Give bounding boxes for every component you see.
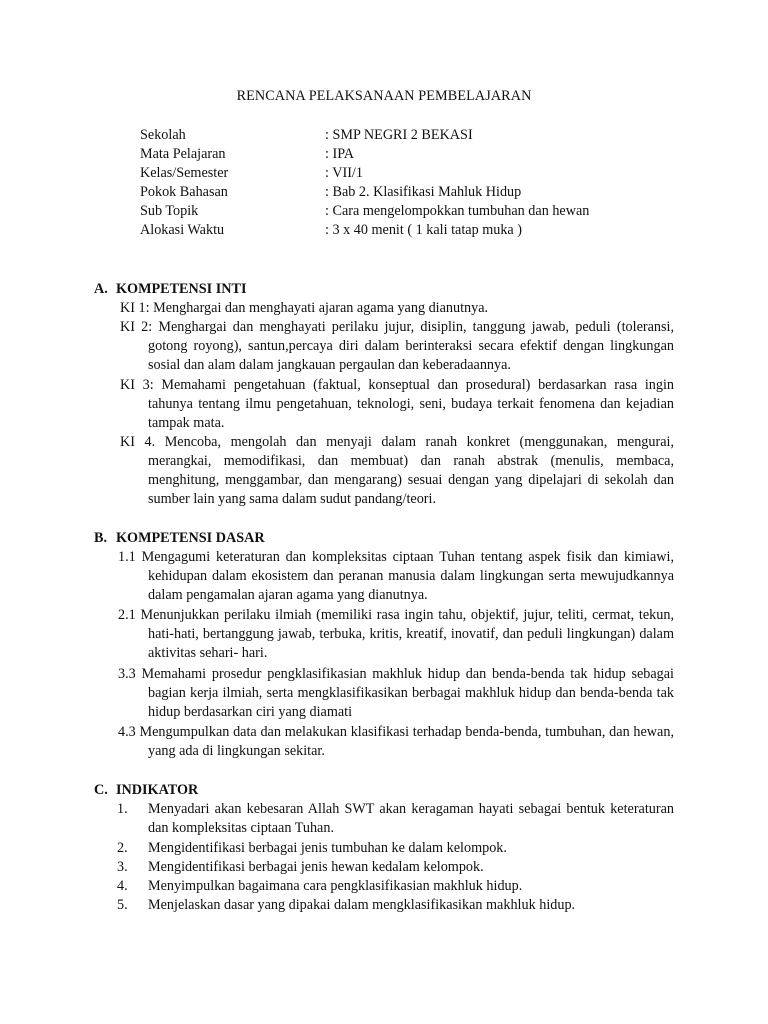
identity-row-alokasi-waktu [140,221,700,240]
kd-item-3-3: 3.3 Memahami prosedur pengklasifikasian makhluk hidup dan benda-benda tak hidup sebagai bagian kerja ilmiah, serta mengklasifikasikan berbagai makhluk hidup dan benda-benda tak hidup berdasarkan ciri yang diamati [118,666,674,720]
indicator-number: 5. [117,897,128,913]
identity-value: : VII/1 [325,165,363,181]
indicator-text: Mengidentifikasi berbagai jenis hewan kedalam kelompok. [148,859,484,875]
section-title: KOMPETENSI DASAR [116,530,265,546]
section-letter: C. [94,782,108,798]
identity-row-pokok-bahasan [140,183,700,202]
identity-row-sekolah [140,126,700,145]
identity-value: : Bab 2. Klasifikasi Mahluk Hidup [325,184,522,200]
ki-item-1: KI 1: Menghargai dan menghayati ajaran agama yang dianutnya. [120,300,489,316]
ki-item-4: KI 4. Mencoba, mengolah dan menyaji dalam ranah konkret (menggunakan, mengurai, merangkai, memodifikasi, dan membuat) dan ranah abstrak (menulis, membaca, menghitung, menggambar, dan mengarang) sesuai dengan yang dipelajari di sekolah dan sumber lain yang sama dalam sudut pandang/teori. [120,434,674,507]
indicator-item-3 [117,858,674,877]
indicator-item-1 [117,800,674,838]
identity-label: Sekolah [140,127,186,143]
ki-item-3: KI 3: Memahami pengetahuan (faktual, konseptual dan prosedural) berdasarkan rasa ingin tahunya tentang ilmu pengetahuan, teknologi, seni, budaya terkait fenomena dan kejadian tampak mata. [120,377,674,431]
indicator-text: Menyadari akan kebesaran Allah SWT akan keragaman hayati sebagai bentuk keteraturan dan kompleksitas ciptaan Tuhan. [148,801,674,836]
document-title: RENCANA PELAKSANAAN PEMBELAJARAN [236,88,532,104]
section-title: INDIKATOR [116,782,199,798]
identity-value: : IPA [325,146,355,162]
section-letter: A. [94,281,108,297]
indicator-text: Mengidentifikasi berbagai jenis tumbuhan ke dalam kelompok. [148,840,507,856]
indicator-item-4 [117,877,674,896]
indicator-number: 1. [117,801,128,817]
indicator-item-5 [117,896,674,915]
identity-value: : SMP NEGRI 2 BEKASI [325,127,473,143]
identity-row-kelas-semester [140,164,700,183]
identity-label: Mata Pelajaran [140,146,226,162]
ki-item-2: KI 2: Menghargai dan menghayati perilaku jujur, disiplin, tanggung jawab, peduli (toleransi, gotong royong), santun,percaya diri dalam berinteraksi secara efektif dengan lingkungan sosial dan alam dalam jangkauan pergaulan dan keberadaannya. [120,319,674,373]
identity-value: : Cara mengelompokkan tumbuhan dan hewan [325,203,590,219]
indicator-text: Menjelaskan dasar yang dipakai dalam mengklasifikasikan makhluk hidup. [148,897,576,913]
identity-label: Alokasi Waktu [140,222,225,238]
indicator-text: Menyimpulkan bagaimana cara pengklasifikasian makhluk hidup. [148,878,523,894]
identity-row-mata-pelajaran [140,145,700,164]
identity-value: : 3 x 40 menit ( 1 kali tatap muka ) [325,222,523,238]
indicator-number: 4. [117,878,128,894]
identity-label: Kelas/Semester [140,165,229,181]
identity-row-sub-topik [140,202,700,221]
indicator-item-2 [117,839,674,858]
identity-label: Pokok Bahasan [140,184,228,200]
section-title: KOMPETENSI INTI [116,281,247,297]
section-letter: B. [94,530,108,546]
kd-item-4-3: 4.3 Mengumpulkan data dan melakukan klasifikasi terhadap benda-benda, tumbuhan, dan hewan, yang ada di lingkungan sekitar. [118,724,674,759]
indicator-number: 2. [117,840,128,856]
identity-label: Sub Topik [140,203,199,219]
kd-item-2-1: 2.1 Menunjukkan perilaku ilmiah (memiliki rasa ingin tahu, objektif, jujur, teliti, cermat, tekun, hati-hati, bertanggung jawab, terbuka, kritis, kreatif, inovatif, dan peduli lingkungan) dalam aktivitas sehari- hari. [118,607,674,661]
indicator-number: 3. [117,859,128,875]
kd-item-1-1: 1.1 Mengagumi keteraturan dan kompleksitas ciptaan Tuhan tentang aspek fisik dan kimiawi, kehidupan dalam ekosistem dan peranan manusia dalam lingkungan serta mewujudkannya dalam pengamalan ajaran agama yang dianutnya. [118,549,674,603]
